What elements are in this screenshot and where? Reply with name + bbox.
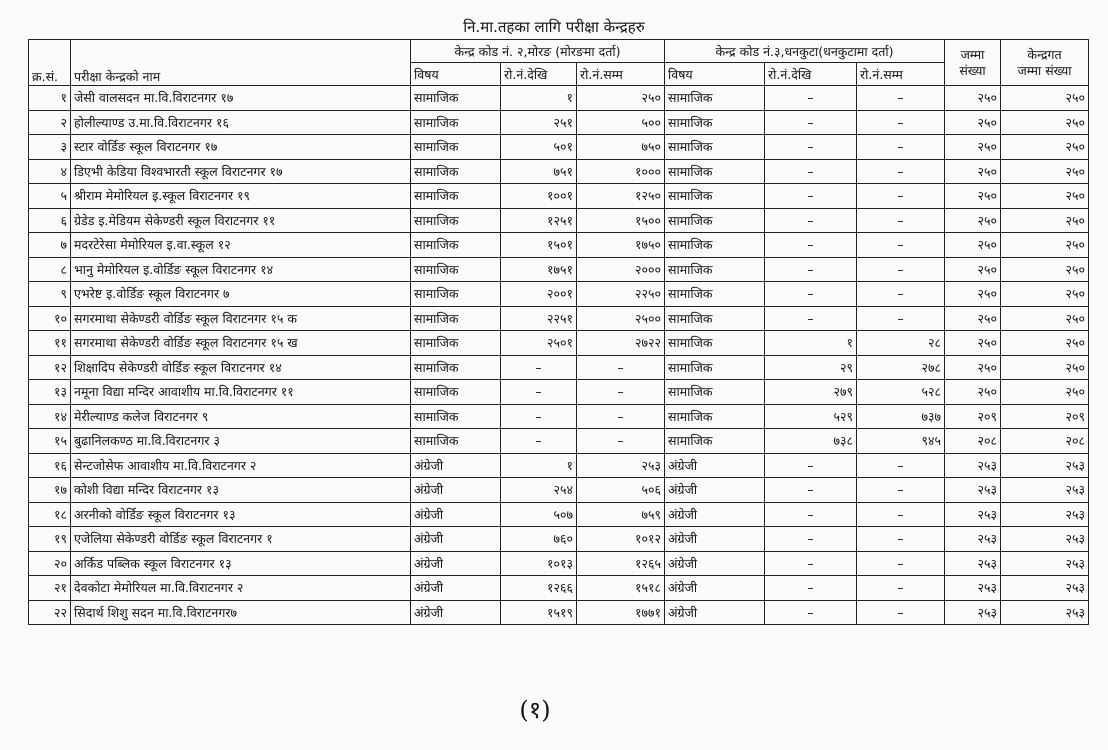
total-cell: २५० xyxy=(945,110,1001,135)
roll-to-cell-dhankuta: ९४५ xyxy=(857,429,945,454)
roll-to-cell-dhankuta: – xyxy=(857,282,945,307)
subject-cell-dhankuta: सामाजिक xyxy=(665,184,765,209)
subject-cell-dhankuta: अंग्रेजी xyxy=(665,527,765,552)
roll-to-cell-morang: – xyxy=(577,404,665,429)
subject-cell-dhankuta: सामाजिक xyxy=(665,86,765,111)
roll-from-cell-dhankuta: – xyxy=(765,527,857,552)
roll-from-cell-morang: १५०१ xyxy=(501,233,577,258)
table-row xyxy=(29,233,1089,258)
subject-cell-dhankuta: अंग्रेजी xyxy=(665,478,765,503)
subject-cell-dhankuta: सामाजिक xyxy=(665,380,765,405)
roll-to-cell-dhankuta: – xyxy=(857,110,945,135)
roll-to-cell-morang: १२५० xyxy=(577,184,665,209)
roll-from-cell-morang: – xyxy=(501,380,577,405)
subject-cell-morang: सामाजिक xyxy=(411,233,501,258)
roll-from-cell-morang: – xyxy=(501,404,577,429)
center-name-cell: सगरमाथा सेकेण्डरी वोर्डिङ स्कूल विराटनगर १५ ख xyxy=(71,331,411,356)
center-name-cell: शिक्षादिप सेकेण्डरी वोर्डिङ स्कूल विराटनगर १४ xyxy=(71,355,411,380)
roll-to-header-1: रो.नं.सम्म xyxy=(577,63,665,86)
subject-cell-morang: सामाजिक xyxy=(411,208,501,233)
serial-number-cell: २ xyxy=(29,110,71,135)
subject-cell-morang: अंग्रेजी xyxy=(411,600,501,625)
center-total-cell: २५० xyxy=(1001,110,1089,135)
table-row xyxy=(29,502,1089,527)
table-row xyxy=(29,429,1089,454)
serial-number-cell: १ xyxy=(29,86,71,111)
center-total-cell: २५० xyxy=(1001,355,1089,380)
center-name-cell: मदरटेरेसा मेमोरियल इ.वा.स्कूल १२ xyxy=(71,233,411,258)
table-row xyxy=(29,478,1089,503)
roll-from-cell-dhankuta: २९ xyxy=(765,355,857,380)
center-name-cell: नमूना विद्या मन्दिर आवाशीय मा.वि.विराटनगर ११ xyxy=(71,380,411,405)
roll-from-cell-dhankuta: – xyxy=(765,600,857,625)
roll-to-cell-dhankuta: २७८ xyxy=(857,355,945,380)
center-total-header-line1: केन्द्रगत xyxy=(1027,46,1062,62)
total-cell: २५० xyxy=(945,306,1001,331)
center-name-cell: डिएभी केडिया विश्वभारती स्कूल विराटनगर १७ xyxy=(71,159,411,184)
total-cell: २५३ xyxy=(945,527,1001,552)
roll-to-cell-dhankuta: ५२८ xyxy=(857,380,945,405)
table-row xyxy=(29,331,1089,356)
total-cell: २५० xyxy=(945,380,1001,405)
table-row xyxy=(29,135,1089,160)
center-name-cell: कोशी विद्या मन्दिर विराटनगर १३ xyxy=(71,478,411,503)
center-total-cell: २५३ xyxy=(1001,478,1089,503)
center-name-cell: मेरील्याण्ड कलेज विराटनगर ९ xyxy=(71,404,411,429)
table-row xyxy=(29,306,1089,331)
table-row xyxy=(29,453,1089,478)
roll-from-cell-morang: १७५१ xyxy=(501,257,577,282)
subject-cell-dhankuta: सामाजिक xyxy=(665,404,765,429)
roll-to-cell-dhankuta: – xyxy=(857,257,945,282)
roll-from-cell-morang: – xyxy=(501,429,577,454)
serial-number-cell: ४ xyxy=(29,159,71,184)
subject-cell-dhankuta: अंग्रेजी xyxy=(665,453,765,478)
center-total-cell: २५० xyxy=(1001,208,1089,233)
roll-from-cell-morang: १२५१ xyxy=(501,208,577,233)
table-row xyxy=(29,184,1089,209)
center-name-cell: सिदार्थ शिशु सदन मा.वि.विराटनगर७ xyxy=(71,600,411,625)
roll-to-cell-dhankuta: – xyxy=(857,184,945,209)
roll-from-cell-morang: १००१ xyxy=(501,184,577,209)
roll-to-cell-morang: – xyxy=(577,429,665,454)
roll-from-header-2: रो.नं.देखि xyxy=(765,63,857,86)
center-total-cell: २५० xyxy=(1001,282,1089,307)
total-cell: २५० xyxy=(945,355,1001,380)
roll-from-cell-dhankuta: – xyxy=(765,551,857,576)
serial-number-cell: १७ xyxy=(29,478,71,503)
subject-cell-morang: सामाजिक xyxy=(411,282,501,307)
roll-from-cell-dhankuta: ५२९ xyxy=(765,404,857,429)
center-name-cell: सगरमाथा सेकेण्डरी वोर्डिङ स्कूल विराटनगर १५ क xyxy=(71,306,411,331)
roll-from-cell-dhankuta: – xyxy=(765,184,857,209)
roll-to-cell-morang: ५०६ xyxy=(577,478,665,503)
roll-to-cell-dhankuta: – xyxy=(857,233,945,258)
total-cell: २५० xyxy=(945,135,1001,160)
subject-cell-morang: सामाजिक xyxy=(411,404,501,429)
total-cell: २५३ xyxy=(945,453,1001,478)
subject-cell-morang: सामाजिक xyxy=(411,429,501,454)
roll-from-cell-morang: १ xyxy=(501,453,577,478)
roll-to-cell-morang: २५०० xyxy=(577,306,665,331)
roll-from-cell-morang: १५१९ xyxy=(501,600,577,625)
total-cell: २५३ xyxy=(945,551,1001,576)
total-cell: २५० xyxy=(945,159,1001,184)
center-total-cell: २५० xyxy=(1001,233,1089,258)
roll-to-cell-dhankuta: २८ xyxy=(857,331,945,356)
roll-from-header-1: रो.नं.देखि xyxy=(501,63,577,86)
center-total-header-line2: जम्मा संख्या xyxy=(1017,62,1072,78)
roll-to-cell-morang: १५०० xyxy=(577,208,665,233)
subject-cell-dhankuta: सामाजिक xyxy=(665,159,765,184)
subject-cell-morang: सामाजिक xyxy=(411,331,501,356)
center-name-cell: भानु मेमोरियल इ.वोर्डिङ स्कूल विराटनगर १४ xyxy=(71,257,411,282)
center-name-cell: एजेलिया सेकेण्डरी वोर्डिङ स्कूल विराटनगर १ xyxy=(71,527,411,552)
roll-from-cell-dhankuta: – xyxy=(765,576,857,601)
subject-cell-morang: सामाजिक xyxy=(411,110,501,135)
roll-to-cell-morang: – xyxy=(577,355,665,380)
serial-number-cell: १४ xyxy=(29,404,71,429)
roll-from-cell-dhankuta: – xyxy=(765,233,857,258)
roll-to-cell-morang: १५१८ xyxy=(577,576,665,601)
center-name-cell: ग्रेडेड इ.मेडियम सेकेण्डरी स्कूल विराटनगर ११ xyxy=(71,208,411,233)
center-total-cell: २५३ xyxy=(1001,527,1089,552)
total-cell: २५० xyxy=(945,257,1001,282)
center-name-cell: बुढानिलकण्ठ मा.वि.विराटनगर ३ xyxy=(71,429,411,454)
roll-to-cell-dhankuta: – xyxy=(857,527,945,552)
subject-cell-dhankuta: सामाजिक xyxy=(665,331,765,356)
center-total-cell: २५३ xyxy=(1001,551,1089,576)
roll-from-cell-dhankuta: – xyxy=(765,159,857,184)
roll-to-cell-dhankuta: – xyxy=(857,453,945,478)
table-row xyxy=(29,527,1089,552)
subject-cell-dhankuta: अंग्रेजी xyxy=(665,502,765,527)
serial-number-cell: ८ xyxy=(29,257,71,282)
roll-from-cell-dhankuta: ७३८ xyxy=(765,429,857,454)
total-cell: २५० xyxy=(945,208,1001,233)
roll-to-cell-dhankuta: – xyxy=(857,306,945,331)
subject-cell-morang: सामाजिक xyxy=(411,380,501,405)
roll-to-cell-morang: २००० xyxy=(577,257,665,282)
roll-from-cell-morang: २२५१ xyxy=(501,306,577,331)
subject-cell-morang: सामाजिक xyxy=(411,355,501,380)
serial-number-cell: १० xyxy=(29,306,71,331)
roll-to-header-2: रो.नं.सम्म xyxy=(857,63,945,86)
serial-number-cell: १५ xyxy=(29,429,71,454)
roll-to-cell-dhankuta: – xyxy=(857,551,945,576)
center-name-header: परीक्षा केन्द्रको नाम xyxy=(71,40,411,86)
roll-to-cell-dhankuta: – xyxy=(857,478,945,503)
roll-to-cell-morang: १२६५ xyxy=(577,551,665,576)
center-total-cell: २५३ xyxy=(1001,453,1089,478)
center-name-cell: जेसी वालसदन मा.वि.विराटनगर १७ xyxy=(71,86,411,111)
roll-to-cell-dhankuta: – xyxy=(857,86,945,111)
serial-number-cell: ५ xyxy=(29,184,71,209)
serial-number-cell: १३ xyxy=(29,380,71,405)
serial-number-cell: ६ xyxy=(29,208,71,233)
subject-cell-morang: अंग्रेजी xyxy=(411,576,501,601)
table-row xyxy=(29,282,1089,307)
roll-to-cell-morang: – xyxy=(577,380,665,405)
subject-cell-morang: सामाजिक xyxy=(411,184,501,209)
roll-to-cell-morang: २५० xyxy=(577,86,665,111)
serial-number-cell: ७ xyxy=(29,233,71,258)
header-row-1 xyxy=(29,40,1089,63)
roll-from-cell-dhankuta: – xyxy=(765,502,857,527)
subject-cell-morang: सामाजिक xyxy=(411,135,501,160)
morang-group-header: केन्द्र कोड नं. २,मोरङ (मोरङमा दर्ता) xyxy=(411,40,665,63)
roll-to-cell-morang: २७२२ xyxy=(577,331,665,356)
center-name-cell: सेन्टजोसेफ आवाशीय मा.वि.विराटनगर २ xyxy=(71,453,411,478)
roll-to-cell-dhankuta: – xyxy=(857,159,945,184)
subject-cell-dhankuta: सामाजिक xyxy=(665,135,765,160)
page-number: (१) xyxy=(519,696,551,724)
center-total-cell: २५० xyxy=(1001,184,1089,209)
center-total-cell: २५० xyxy=(1001,331,1089,356)
roll-from-cell-dhankuta: – xyxy=(765,257,857,282)
total-header xyxy=(945,40,1001,86)
roll-to-cell-morang: २२५० xyxy=(577,282,665,307)
total-cell: २५० xyxy=(945,184,1001,209)
table-row xyxy=(29,355,1089,380)
subject-cell-dhankuta: सामाजिक xyxy=(665,110,765,135)
center-name-cell: श्रीराम मेमोरियल इ.स्कूल विराटनगर १९ xyxy=(71,184,411,209)
total-cell: २५० xyxy=(945,331,1001,356)
center-name-cell: स्टार वोर्डिङ स्कूल विराटनगर १७ xyxy=(71,135,411,160)
roll-from-cell-morang: ५०७ xyxy=(501,502,577,527)
subject-header-1: विषय xyxy=(411,63,501,86)
roll-from-cell-dhankuta: – xyxy=(765,306,857,331)
subject-cell-dhankuta: सामाजिक xyxy=(665,257,765,282)
roll-to-cell-morang: १०१२ xyxy=(577,527,665,552)
center-name-cell: देवकोटा मेमोरियल मा.वि.विराटनगर २ xyxy=(71,576,411,601)
roll-to-cell-dhankuta: – xyxy=(857,576,945,601)
center-total-cell: २५३ xyxy=(1001,502,1089,527)
center-total-cell: २५३ xyxy=(1001,576,1089,601)
roll-from-cell-morang: ५०१ xyxy=(501,135,577,160)
roll-from-cell-morang: २५४ xyxy=(501,478,577,503)
subject-cell-morang: सामाजिक xyxy=(411,306,501,331)
total-header-line2: संख्या xyxy=(959,62,986,78)
table-row xyxy=(29,600,1089,625)
roll-to-cell-morang: १७५० xyxy=(577,233,665,258)
roll-from-cell-morang: २५१ xyxy=(501,110,577,135)
roll-from-cell-dhankuta: – xyxy=(765,135,857,160)
roll-from-cell-dhankuta: – xyxy=(765,478,857,503)
roll-to-cell-dhankuta: – xyxy=(857,600,945,625)
roll-to-cell-dhankuta: – xyxy=(857,208,945,233)
total-cell: २५० xyxy=(945,86,1001,111)
total-cell: २५० xyxy=(945,233,1001,258)
center-total-cell: २५० xyxy=(1001,380,1089,405)
subject-header-2: विषय xyxy=(665,63,765,86)
serial-number-cell: २० xyxy=(29,551,71,576)
total-cell: २५३ xyxy=(945,576,1001,601)
subject-cell-dhankuta: सामाजिक xyxy=(665,355,765,380)
center-total-cell: २५० xyxy=(1001,306,1089,331)
subject-cell-dhankuta: सामाजिक xyxy=(665,208,765,233)
total-cell: २५३ xyxy=(945,478,1001,503)
subject-cell-morang: अंग्रेजी xyxy=(411,502,501,527)
center-total-cell: २५० xyxy=(1001,257,1089,282)
roll-from-cell-morang: १२६६ xyxy=(501,576,577,601)
roll-from-cell-dhankuta: – xyxy=(765,208,857,233)
center-name-cell: होलील्याण्ड उ.मा.वि.विराटनगर १६ xyxy=(71,110,411,135)
roll-from-cell-dhankuta: २७९ xyxy=(765,380,857,405)
subject-cell-dhankuta: अंग्रेजी xyxy=(665,576,765,601)
exam-centers-table xyxy=(28,39,1089,625)
serial-number-cell: ११ xyxy=(29,331,71,356)
subject-cell-dhankuta: सामाजिक xyxy=(665,429,765,454)
roll-from-cell-morang: २५०१ xyxy=(501,331,577,356)
center-total-cell: २५० xyxy=(1001,86,1089,111)
center-total-header xyxy=(1001,40,1089,86)
table-row xyxy=(29,159,1089,184)
serial-number-cell: १८ xyxy=(29,502,71,527)
center-total-cell: २०९ xyxy=(1001,404,1089,429)
subject-cell-morang: अंग्रेजी xyxy=(411,453,501,478)
roll-from-cell-morang: १ xyxy=(501,86,577,111)
center-name-cell: अरनीको वोर्डिङ स्कूल विराटनगर १३ xyxy=(71,502,411,527)
total-cell: २५३ xyxy=(945,600,1001,625)
total-cell: २५३ xyxy=(945,502,1001,527)
roll-from-cell-morang: – xyxy=(501,355,577,380)
subject-cell-morang: सामाजिक xyxy=(411,86,501,111)
roll-from-cell-dhankuta: – xyxy=(765,110,857,135)
serial-number-cell: १६ xyxy=(29,453,71,478)
roll-to-cell-morang: १००० xyxy=(577,159,665,184)
center-total-cell: २५० xyxy=(1001,135,1089,160)
roll-to-cell-morang: ७५९ xyxy=(577,502,665,527)
center-name-cell: अर्किड पब्लिक स्कूल विराटनगर १३ xyxy=(71,551,411,576)
serial-number-cell: १२ xyxy=(29,355,71,380)
roll-from-cell-morang: ७६० xyxy=(501,527,577,552)
serial-number-cell: २२ xyxy=(29,600,71,625)
serial-number-cell: ९ xyxy=(29,282,71,307)
roll-from-cell-dhankuta: १ xyxy=(765,331,857,356)
subject-cell-dhankuta: सामाजिक xyxy=(665,233,765,258)
roll-from-cell-dhankuta: – xyxy=(765,282,857,307)
table-body xyxy=(29,86,1089,625)
subject-cell-morang: अंग्रेजी xyxy=(411,527,501,552)
subject-cell-dhankuta: अंग्रेजी xyxy=(665,600,765,625)
roll-to-cell-morang: ५०० xyxy=(577,110,665,135)
roll-to-cell-morang: १७७१ xyxy=(577,600,665,625)
table-row xyxy=(29,380,1089,405)
roll-from-cell-morang: २००१ xyxy=(501,282,577,307)
total-cell: २०९ xyxy=(945,404,1001,429)
roll-from-cell-dhankuta: – xyxy=(765,86,857,111)
roll-to-cell-morang: २५३ xyxy=(577,453,665,478)
center-name-cell: एभरेष्ट इ.वोर्डिङ स्कूल विराटनगर ७ xyxy=(71,282,411,307)
total-header-line1: जम्मा xyxy=(960,46,985,62)
table-row xyxy=(29,86,1089,111)
subject-cell-morang: अंग्रेजी xyxy=(411,551,501,576)
serial-number-cell: २१ xyxy=(29,576,71,601)
table-row xyxy=(29,208,1089,233)
roll-to-cell-dhankuta: – xyxy=(857,502,945,527)
roll-from-cell-morang: ७५१ xyxy=(501,159,577,184)
roll-to-cell-morang: ७५० xyxy=(577,135,665,160)
table-row xyxy=(29,576,1089,601)
table-row xyxy=(29,404,1089,429)
dhankuta-group-header: केन्द्र कोड नं.३,धनकुटा(धनकुटामा दर्ता) xyxy=(665,40,945,63)
subject-cell-morang: अंग्रेजी xyxy=(411,478,501,503)
sn-header: क्र.सं. xyxy=(29,40,71,86)
total-cell: २५० xyxy=(945,282,1001,307)
center-total-cell: २०८ xyxy=(1001,429,1089,454)
table-row xyxy=(29,257,1089,282)
total-cell: २०८ xyxy=(945,429,1001,454)
roll-from-cell-morang: १०१३ xyxy=(501,551,577,576)
subject-cell-dhankuta: सामाजिक xyxy=(665,282,765,307)
table-row xyxy=(29,110,1089,135)
subject-cell-morang: सामाजिक xyxy=(411,257,501,282)
subject-cell-dhankuta: अंग्रेजी xyxy=(665,551,765,576)
subject-cell-morang: सामाजिक xyxy=(411,159,501,184)
roll-to-cell-dhankuta: – xyxy=(857,135,945,160)
center-total-cell: २५३ xyxy=(1001,600,1089,625)
serial-number-cell: ३ xyxy=(29,135,71,160)
serial-number-cell: १९ xyxy=(29,527,71,552)
roll-to-cell-dhankuta: ७३७ xyxy=(857,404,945,429)
center-total-cell: २५० xyxy=(1001,159,1089,184)
document-title: नि.मा.तहका लागि परीक्षा केन्द्रहरु xyxy=(463,18,645,36)
subject-cell-dhankuta: सामाजिक xyxy=(665,306,765,331)
roll-from-cell-dhankuta: – xyxy=(765,453,857,478)
table-row xyxy=(29,551,1089,576)
